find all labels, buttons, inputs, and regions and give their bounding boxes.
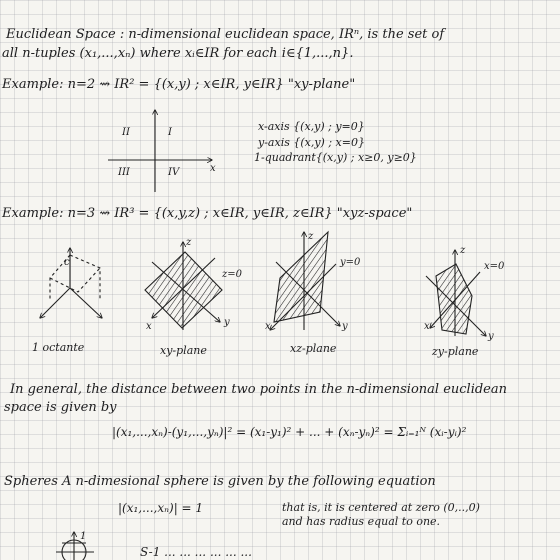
caption-octant: 1 octante [32,341,85,354]
quadrant-label-2: II [122,127,130,138]
sphere-equation: |(x₁,...,xₙ)| = 1 [118,501,204,515]
circle-axis-label: 1 [80,531,87,542]
xz-plane-eq-label: y=0 [340,257,361,268]
distance-line-1: In general, the distance between two points in the n-dimensional euclidean [10,382,508,397]
spheres-heading: Spheres A n-dimesional sphere is given by the following equation [4,474,436,489]
caption-xy-plane: xy-plane [160,344,207,357]
xy-plane-eq-label: z=0 [222,269,243,280]
unit-circle-sketch [56,532,94,560]
caption-xz-plane: xz-plane [290,342,337,355]
x-axis-set: x-axis {(x,y) ; y=0} [258,120,365,133]
xz-x-axis-label: x [265,321,271,332]
xz-y-axis-label: y [342,321,348,332]
y-axis-set: y-axis {(x,y) ; x=0} [258,136,365,149]
xy-plane-diagram [145,242,222,330]
xy-x-axis-label: x [146,321,152,332]
definition-line-1: Euclidean Space : n-dimensional euclidean space, IRⁿ, is the set of [6,27,445,42]
zy-plane-diagram [426,250,486,336]
xz-plane-diagram [270,232,340,330]
quadrant-label-4: IV [168,167,180,178]
example-2d-heading: Example: n=2 ⇝ IR² = {(x,y) ; x∈IR, y∈IR} "xy-plane" [2,77,356,92]
coordinate-plane-2d [108,110,212,192]
octant-diagram [40,248,102,318]
sphere-note-2: and has radius equal to one. [282,515,441,528]
example-3d-heading: Example: n=3 ⇝ IR³ = {(x,y,z) ; x∈IR, y∈IR, z∈IR} "xyz-space" [2,206,413,221]
x-axis-label: x [210,163,216,174]
caption-zy-plane: zy-plane [432,345,479,358]
quadrant-label-3: III [118,167,130,178]
xy-z-axis-label: z [186,237,192,248]
xy-y-axis-label: y [224,317,230,328]
quadrant-label-1: I [168,127,172,138]
first-quadrant-set: 1-quadrant{(x,y) ; x≥0, y≥0} [254,151,417,164]
distance-line-2: space is given by [4,400,117,415]
zy-plane-eq-label: x=0 [484,261,505,272]
zy-x-axis-label: x [424,321,430,332]
xz-z-axis-label: z [308,231,314,242]
zy-z-axis-label: z [460,245,466,256]
sphere-note-1: that is, it is centered at zero (0,..,0) [282,501,480,514]
octant-axis-label: c [64,257,70,268]
bottom-text: S-1 ... ... ... ... ... ... [140,545,252,559]
distance-formula: |(x₁,...,xₙ)-(y₁,...,yₙ)|² = (x₁-y₁)² + ... + (xₙ-yₙ)² = Σᵢ₌₁ᴺ (xᵢ-yᵢ)² [112,425,467,439]
definition-line-2: all n-tuples (x₁,...,xₙ) where xᵢ∈IR for each i∈{1,...,n}. [2,46,354,61]
zy-y-axis-label: y [488,331,494,342]
